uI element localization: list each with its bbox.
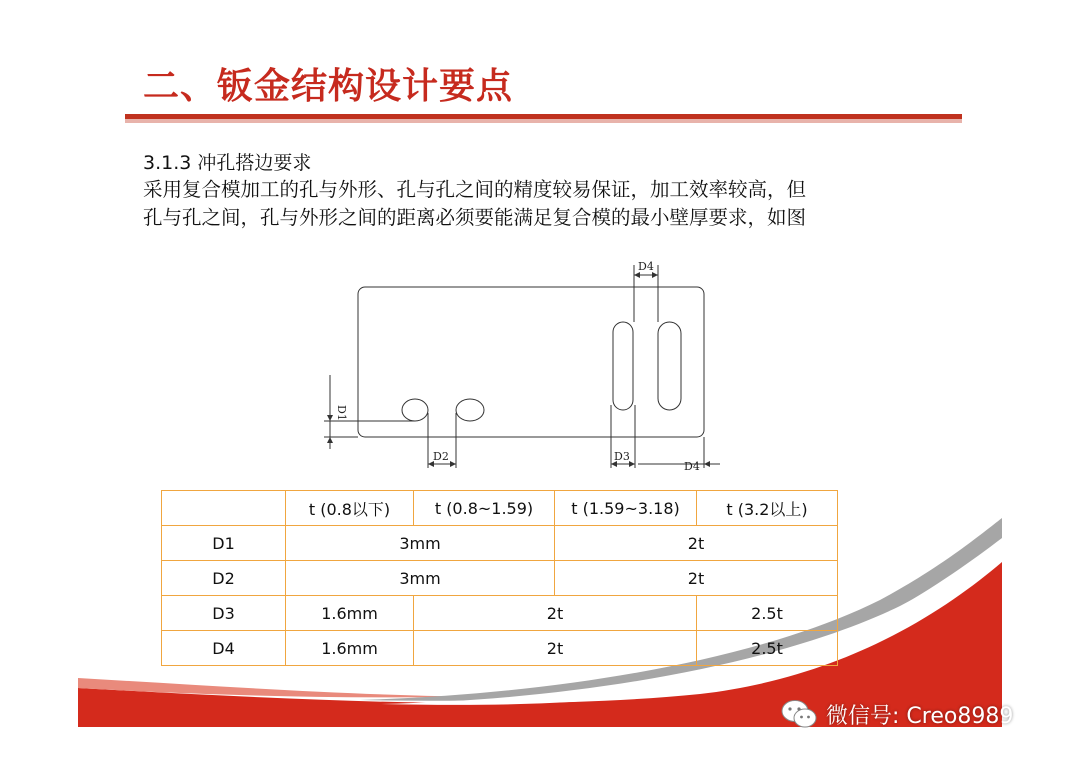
table-cell: 2.5t xyxy=(697,631,838,666)
section-heading: 3.1.3 冲孔搭边要求 xyxy=(143,152,312,174)
table-header-cell xyxy=(162,491,286,526)
label-d1: D1 xyxy=(335,405,348,421)
table-cell: 3mm xyxy=(286,561,555,596)
slot-hole xyxy=(613,322,633,410)
table-cell: 2t xyxy=(555,561,838,596)
watermark-text: 微信号: Creo8989 xyxy=(826,703,1014,729)
round-hole xyxy=(456,399,484,421)
table-row xyxy=(162,596,838,631)
spec-table xyxy=(161,490,838,666)
watermark xyxy=(780,698,1013,730)
round-hole xyxy=(402,399,428,421)
body-paragraph xyxy=(143,176,943,232)
table-header-cell: t (0.8以下) xyxy=(286,491,414,526)
slide-title: 二、钣金结构设计要点 xyxy=(143,65,514,107)
table-header-cell: t (3.2以上) xyxy=(697,491,838,526)
label-d4-bottom: D4 xyxy=(684,460,700,473)
label-d3: D3 xyxy=(614,450,630,463)
title-underline-shadow xyxy=(125,119,962,123)
body-line: 孔与孔之间，孔与外形之间的距离必须要能满足复合模的最小壁厚要求，如图 xyxy=(143,206,807,229)
table-cell: 3mm xyxy=(286,526,555,561)
table-cell: 2t xyxy=(414,596,697,631)
wechat-icon xyxy=(780,698,818,730)
row-label: D4 xyxy=(162,631,286,666)
table-cell: 2t xyxy=(414,631,697,666)
label-d2: D2 xyxy=(433,450,449,463)
table-header-row xyxy=(162,491,838,526)
punch-hole-diagram xyxy=(320,255,730,480)
table-row xyxy=(162,561,838,596)
row-label: D1 xyxy=(162,526,286,561)
body-line: 采用复合模加工的孔与外形、孔与孔之间的精度较易保证，加工效率较高，但 xyxy=(143,178,807,201)
row-label: D3 xyxy=(162,596,286,631)
table-row xyxy=(162,526,838,561)
table-cell: 2t xyxy=(555,526,838,561)
table-cell: 1.6mm xyxy=(286,631,414,666)
label-d4-top: D4 xyxy=(638,260,654,273)
table-header-cell: t (1.59~3.18) xyxy=(555,491,697,526)
table-cell: 2.5t xyxy=(697,596,838,631)
table-row xyxy=(162,631,838,666)
slot-hole xyxy=(658,322,681,410)
table-cell: 1.6mm xyxy=(286,596,414,631)
row-label: D2 xyxy=(162,561,286,596)
table-header-cell: t (0.8~1.59) xyxy=(414,491,555,526)
sheet-outline xyxy=(358,287,704,437)
